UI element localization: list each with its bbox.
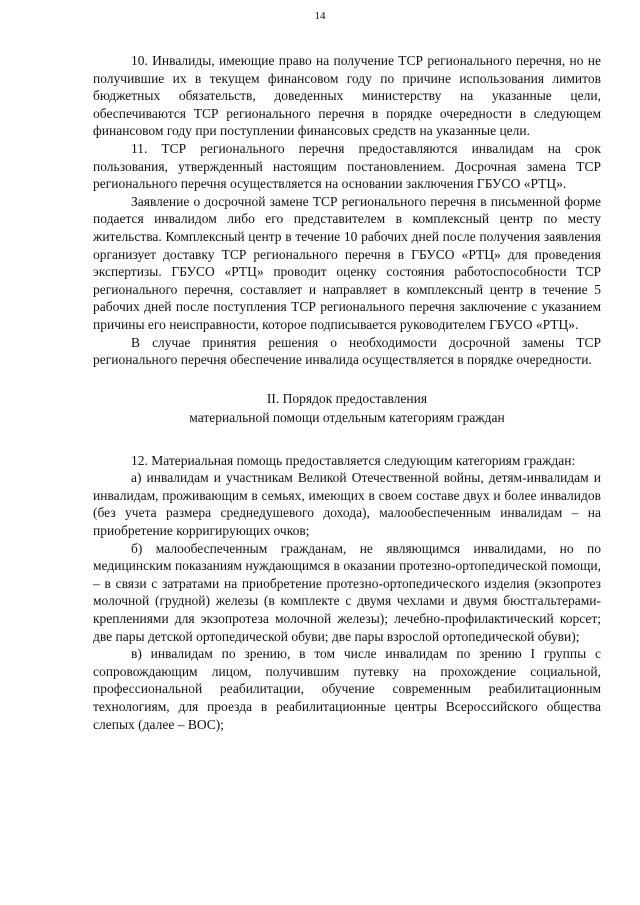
section-heading-line-1: II. Порядок предоставления — [266, 390, 428, 406]
paragraph-10: 10. Инвалиды, имеющие право на получение ТСР регионального перечня, но не получившие их в текущем финансовом году по причине использования лимитов бюджетных обязательств, доведенных министерству на указанные цели, обеспечиваются ТСР регионального перечня в порядке очередности в следующем финансовом году при поступлении финансовых средств на указанные цели. — [93, 53, 601, 139]
paragraph-12: 12. Материальная помощь предоставляется следующим категориям граждан: — [131, 452, 576, 468]
section-heading — [93, 389, 601, 427]
list-item-a: а) инвалидам и участникам Великой Отечественной войны, детям-инвалидам и инвалидам, проживающим в семьях, имеющих в своем составе двух и более инвалидов (без учета размера среднедушевого дохода), малообеспеченным инвалидам – на приобретение корригирующих очков; — [93, 470, 601, 539]
list-item-v: в) инвалидам по зрению, в том числе инвалидам по зрению I группы с сопровождающим лицом, получившим путевку на прохождение социальной, профессиональной реабилитации, обучение современным реабилитационным технологиям, для проезда в реабилитационные центры Всероссийского общества слепых (далее – ВОС); — [93, 646, 601, 732]
document-body — [93, 52, 601, 733]
section-heading-line-2: материальной помощи отдельным категориям граждан — [189, 409, 505, 425]
paragraph-replacement-decision: В случае принятия решения о необходимости досрочной замены ТСР регионального перечня обеспечение инвалида осуществляется в порядке очередности. — [93, 334, 601, 368]
paragraph-11: 11. ТСР регионального перечня предоставляются инвалидам на срок пользования, утвержденный настоящим постановлением. Досрочная замена ТСР регионального перечня осуществляется на основании заключения ГБУСО «РТЦ». — [93, 140, 601, 192]
list-item-b: б) малообеспеченным гражданам, не являющимся инвалидами, но по медицинским показаниям нуждающимся в оказании протезно-ортопедической помощи, – в связи с затратами на приобретение протезно-ортопедического изделия (экзопротез молочной (грудной) железы (в комплекте с двумя чехлами и двумя бюстгальтерами-креплениями для экзопротеза молочной железы); лечебно-профилактический корсет; две пары детской ортопедической обуви; две пары взрослой ортопедической обуви); — [93, 540, 601, 644]
page-number: 14 — [314, 10, 326, 22]
paragraph-early-replacement: Заявление о досрочной замене ТСР регионального перечня в письменной форме подается инвалидом либо его представителем в комплексный центр по месту жительства. Комплексный центр в течение 10 рабочих дней после получения заявления организует доставку ТСР регионального перечня в ГБУСО «РТЦ» для проведения экспертизы. ГБУСО «РТЦ» проводит оценку состояния работоспособности ТСР регионального перечня, составляет и направляет в комплексный центр в течение 5 рабочих дней после поступления ТСР регионального перечня заключение с указанием причины его неисправности, которое подписывается руководителем ГБУСО «РТЦ». — [93, 193, 601, 332]
